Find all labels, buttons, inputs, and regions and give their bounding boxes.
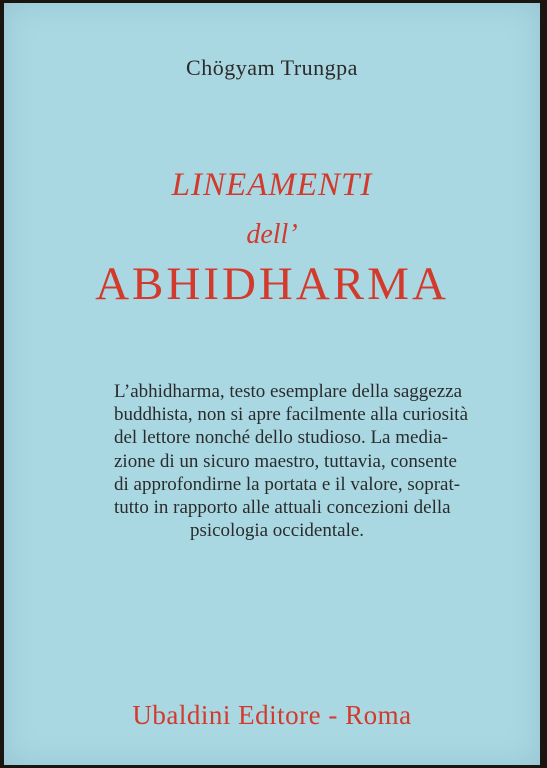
blurb-line: psicologia occidentale.	[189, 520, 365, 542]
blurb-line: L’abhidharma, testo esemplare della saggezza	[114, 381, 463, 402]
author-name: Chögyam Trungpa	[186, 55, 358, 80]
publisher-name: Ubaldini Editore - Roma	[132, 700, 412, 730]
title-line-3: ABHIDHARMA	[95, 258, 449, 310]
blurb-text	[114, 380, 469, 542]
book-cover	[4, 3, 540, 765]
blurb-line: di approfondirne la portata e il valore, soprat-	[114, 473, 461, 495]
blurb-line: tutto in rapporto alle attuali concezioni della	[114, 497, 451, 519]
title-line-2: dell’	[246, 219, 298, 250]
blurb-line: buddhista, non si apre facilmente alla curiosità	[114, 404, 469, 426]
title-line-1: LINEAMENTI	[171, 167, 373, 203]
blurb-line: del lettore nonché dello studioso. La media-	[114, 427, 448, 449]
blurb-line: zione di un sicuro maestro, tuttavia, consente	[114, 450, 457, 472]
